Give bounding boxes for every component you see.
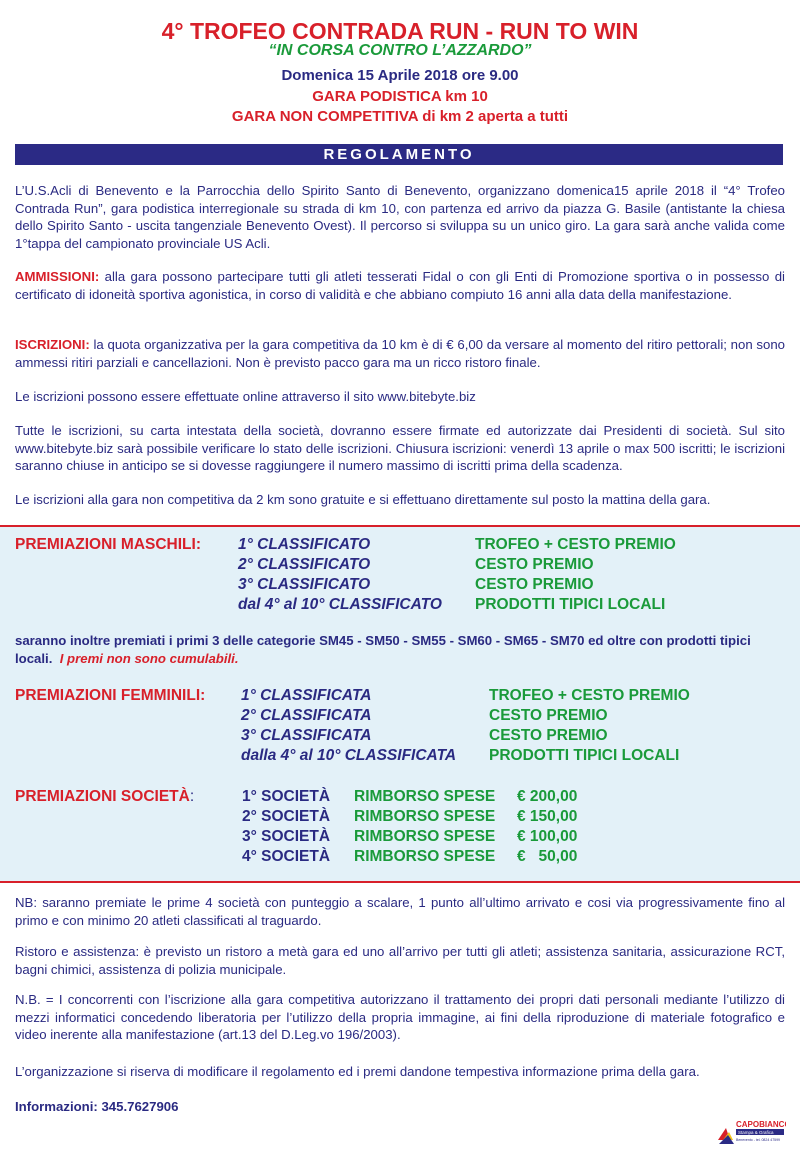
noncompetitive-race: GARA NON COMPETITIVA di km 2 aperta a tutti	[231, 108, 569, 125]
society-prize: RIMBORSO SPESE	[354, 808, 496, 825]
society-amount: € 200,00	[517, 788, 578, 805]
female-place: 1° CLASSIFICATA	[241, 687, 372, 704]
firmate-paragraph: Tutte le iscrizioni, su carta intestata della società, dovranno essere firmate ed autorizzate dai Presidenti di società. Sul sito www.bitebyte.biz sarà possibile verificare lo stato delle iscrizioni. Chiusura iscrizioni: venerdì 13 aprile o max 500 iscritti; le iscrizioni saranno chiuse in anticipo se si dovesse raggiungere il numero massimo di iscritti prima della scadenza.	[15, 423, 785, 473]
event-subtitle: “IN CORSA CONTRO L’AZZARDO”	[268, 42, 532, 59]
riserva-note: L’organizzazione si riserva di modificare il regolamento ed i premi dandone tempestiva informazione prima della gara.	[15, 1064, 700, 1079]
iscrizioni-text: la quota organizzativa per la gara competitiva da 10 km è di € 6,00 da versare al momento del ritiro pettorali; non sono ammessi ritiri parziali e cancellazioni. Non è previsto pacco gara ma un ricco ristoro finale.	[15, 337, 785, 370]
iscrizioni-label: ISCRIZIONI:	[15, 337, 90, 352]
society-prize: RIMBORSO SPESE	[354, 788, 496, 805]
section-banner: REGOLAMENTO	[15, 144, 783, 165]
privacy-note: N.B. = I concorrenti con l’iscrizione alla gara competitiva autorizzano il trattamento dei propri dati personali mediante l’utilizzo di mezzi informatici concedendo liberatoria per l’utilizzo della propria immagine, ai fini della riproduzione di materiale fotografico e video inerente alla manifestazione (art.13 del D.Leg.vo 196/2003).	[15, 992, 785, 1042]
male-place: 1° CLASSIFICATO	[238, 536, 371, 553]
female-prize: CESTO PREMIO	[489, 707, 608, 724]
society-prize: RIMBORSO SPESE	[354, 848, 496, 865]
society-prizes-label	[15, 788, 194, 806]
society-amount: € 50,00	[517, 848, 578, 865]
event-date: Domenica 15 Aprile 2018 ore 9.00	[281, 67, 519, 84]
nb-note: NB: saranno premiate le prime 4 società con punteggio a scalare, 1 punto all’ultimo arrivato e cosi via progressivamente fino al primo e con minimo 20 atleti classificati al traguardo.	[15, 895, 785, 928]
race-distance: GARA PODISTICA km 10	[312, 88, 488, 105]
female-prizes-label: PREMIAZIONI FEMMINILI:	[15, 687, 206, 704]
iscrizioni-paragraph	[15, 336, 785, 371]
prizes-box	[0, 525, 800, 883]
female-prize: CESTO PREMIO	[489, 727, 608, 744]
female-place: dalla 4° al 10° CLASSIFICATA	[241, 747, 457, 764]
society-label-colon: :	[189, 788, 195, 805]
male-prize: CESTO PREMIO	[475, 556, 594, 573]
ammissioni-text: alla gara possono partecipare tutti gli atleti tesserati Fidal o con gli Enti di Promozione sportiva o in possesso di certificato di idoneità sportiva agonistica, in corso di validità e che abbiano compiuto 16 anni alla data della manifestazione.	[15, 269, 785, 302]
male-prizes-label: PREMIAZIONI MASCHILI:	[15, 536, 201, 553]
society-place: 3° SOCIETÀ	[242, 828, 331, 845]
female-prize: PRODOTTI TIPICI LOCALI	[489, 747, 680, 764]
logo-small: Benevento - tel. 0824 47599	[736, 1138, 780, 1142]
society-place: 2° SOCIETÀ	[242, 808, 331, 825]
female-place: 3° CLASSIFICATA	[241, 727, 372, 744]
info-contact: Informazioni: 345.7627906	[15, 1099, 179, 1114]
male-prize: PRODOTTI TIPICI LOCALI	[475, 596, 666, 613]
male-place: dal 4° al 10° CLASSIFICATO	[238, 596, 442, 613]
male-place: 3° CLASSIFICATO	[238, 576, 371, 593]
society-amount: € 150,00	[517, 808, 578, 825]
society-place: 1° SOCIETÀ	[242, 788, 331, 805]
society-amount: € 100,00	[517, 828, 578, 845]
ristoro-note: Ristoro e assistenza: è previsto un ristoro a metà gara ed uno all’arrivo per tutti gli atleti; assistenza sanitaria, assicurazione RCT, bagni chimici, assistenza di polizia municipale.	[15, 944, 785, 977]
intro-paragraph: L’U.S.Acli di Benevento e la Parrocchia dello Spirito Santo di Benevento, organizzano domenica15 aprile 2018 il “4° Trofeo Contrada Run”, gara podistica interregionale su strada di km 10, con partenza ed arrivo da piazza G. Basile (antistante la chiesa dello Spirito Santo - uscita tangenziale Benevento Ovest). Il percorso si sviluppa su un unico giro. La gara sarà anche valida come 1°tappa del campionato provinciale US Acli.	[15, 183, 785, 251]
male-prize: CESTO PREMIO	[475, 576, 594, 593]
ammissioni-label: AMMISSIONI:	[15, 269, 100, 284]
female-prize: TROFEO + CESTO PREMIO	[489, 687, 690, 704]
society-place: 4° SOCIETÀ	[242, 848, 331, 865]
logo-sub: Stampa & Grafica	[738, 1130, 774, 1135]
male-place: 2° CLASSIFICATO	[238, 556, 371, 573]
male-note-red: I premi non sono cumulabili.	[59, 651, 239, 666]
female-place: 2° CLASSIFICATA	[241, 707, 372, 724]
society-label-text: PREMIAZIONI SOCIETÀ	[15, 788, 190, 805]
ammissioni-paragraph	[15, 268, 785, 303]
logo-name: CAPOBIANCO	[736, 1120, 786, 1129]
society-prize: RIMBORSO SPESE	[354, 828, 496, 845]
event-title: 4° TROFEO CONTRADA RUN - RUN TO WIN	[161, 18, 639, 44]
sponsor-logo-mark	[716, 1118, 786, 1146]
sponsor-logo	[716, 1118, 786, 1146]
male-prize: TROFEO + CESTO PREMIO	[475, 536, 676, 553]
male-note-text: saranno inoltre premiati i primi 3 delle categorie SM45 - SM50 - SM55 - SM60 - SM65 - SM70 ed oltre con prodotti tipici locali.	[15, 633, 751, 666]
gratuite-paragraph: Le iscrizioni alla gara non competitiva da 2 km sono gratuite e si effettuano direttamente sul posto la mattina della gara.	[15, 492, 711, 507]
online-paragraph: Le iscrizioni possono essere effettuate online attraverso il sito www.bitebyte.biz	[15, 389, 476, 404]
male-categories-note	[15, 632, 785, 668]
